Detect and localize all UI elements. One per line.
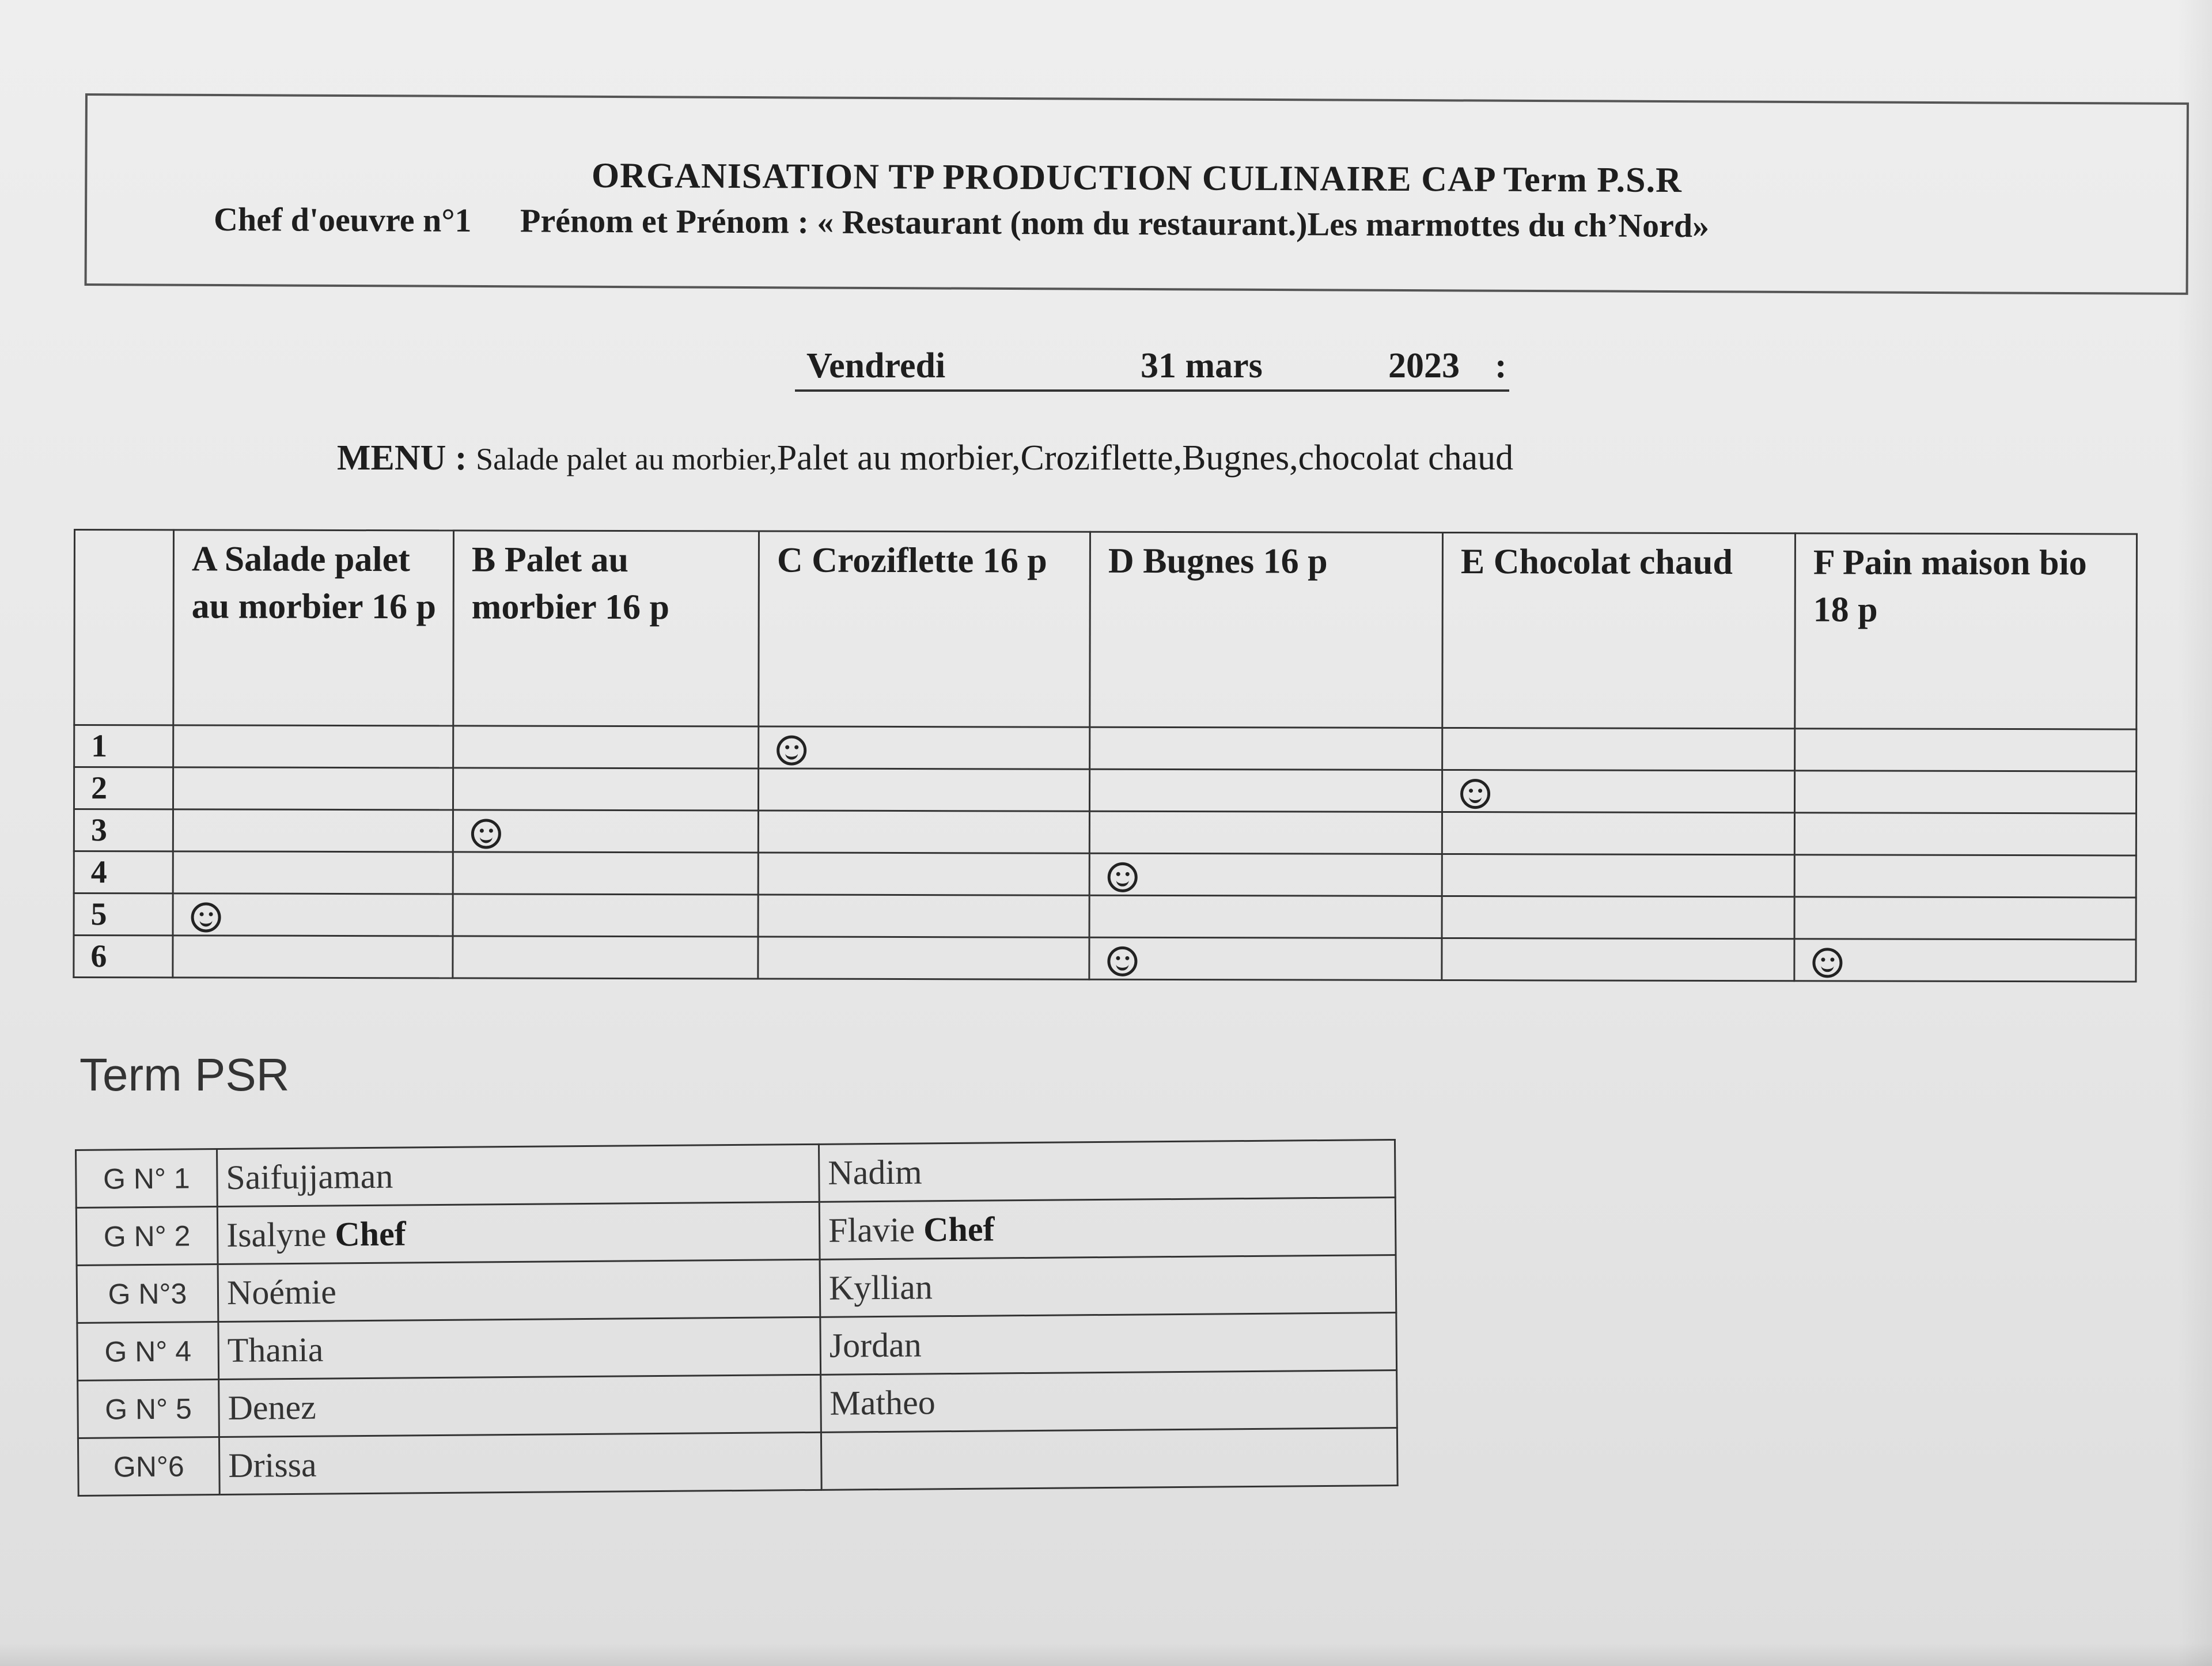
student-name-cell bbox=[218, 1317, 821, 1379]
date-colon: : bbox=[1495, 346, 1507, 385]
groups-body bbox=[76, 1140, 1398, 1496]
menu-text: Palet au morbier,Croziflette,Bugnes,chocolat chaud bbox=[777, 438, 1514, 478]
smiley-icon bbox=[1108, 862, 1138, 892]
group-row bbox=[76, 1140, 1396, 1208]
table-row bbox=[74, 936, 2136, 982]
table-body bbox=[74, 725, 2137, 982]
student-name: Isalyne bbox=[226, 1215, 335, 1254]
group-row bbox=[78, 1370, 1397, 1438]
table-row bbox=[74, 767, 2136, 813]
group-row bbox=[78, 1428, 1397, 1495]
column-header: B Palet au morbier 16 p bbox=[453, 531, 759, 726]
student-name: Saifujjaman bbox=[226, 1157, 393, 1197]
student-name: Thania bbox=[227, 1330, 324, 1369]
group-number: GN°6 bbox=[78, 1437, 219, 1496]
table-cell bbox=[453, 810, 758, 853]
production-table bbox=[73, 529, 2138, 983]
student-name-cell bbox=[219, 1375, 821, 1437]
group-row bbox=[77, 1312, 1397, 1380]
table-cell bbox=[1442, 938, 1794, 980]
table-cell bbox=[453, 726, 759, 768]
table-cell bbox=[173, 767, 453, 810]
table-cell bbox=[758, 895, 1089, 937]
student-name: Drissa bbox=[228, 1445, 317, 1485]
column-header: E Chocolat chaud bbox=[1442, 532, 1796, 728]
table-cell bbox=[1794, 771, 2136, 813]
table-cell bbox=[173, 725, 453, 768]
groups-title: Term PSR bbox=[79, 1049, 290, 1100]
table-cell bbox=[758, 811, 1089, 853]
student-name-cell bbox=[217, 1202, 820, 1264]
table-cell bbox=[453, 936, 758, 979]
table-cell bbox=[453, 894, 758, 937]
student-name: Nadim bbox=[828, 1153, 922, 1192]
table-cell bbox=[758, 937, 1089, 979]
paper-bottom-edge bbox=[0, 1643, 2212, 1666]
group-row bbox=[77, 1255, 1396, 1323]
row-number: 2 bbox=[74, 767, 173, 809]
menu-line bbox=[337, 438, 1513, 479]
student-name-cell bbox=[820, 1312, 1397, 1375]
row-number: 1 bbox=[74, 725, 173, 767]
group-number: G N° 1 bbox=[76, 1149, 218, 1208]
student-name: Kyllian bbox=[828, 1268, 933, 1307]
table-cell bbox=[1795, 729, 2137, 771]
column-header: A Salade palet au morbier 16 p bbox=[173, 530, 454, 726]
table-cell bbox=[1442, 728, 1795, 770]
student-name-cell bbox=[819, 1197, 1396, 1259]
table-cell bbox=[453, 852, 758, 895]
table-cell bbox=[1089, 811, 1442, 854]
date-line bbox=[795, 340, 1509, 392]
smiley-icon bbox=[471, 819, 501, 849]
header-corner bbox=[74, 530, 174, 725]
table-row bbox=[74, 851, 2136, 898]
table-cell bbox=[759, 726, 1090, 769]
table-cell bbox=[1089, 937, 1442, 980]
table-cell bbox=[1794, 855, 2136, 898]
table-cell bbox=[1442, 896, 1794, 938]
chef-label: Chef bbox=[335, 1214, 407, 1254]
groups-table bbox=[75, 1139, 1399, 1497]
table-cell bbox=[173, 809, 453, 852]
table-cell bbox=[173, 936, 453, 978]
student-name: Jordan bbox=[829, 1326, 922, 1365]
table-cell bbox=[1089, 853, 1442, 896]
subtitle-left: Chef d'oeuvre n°1 bbox=[213, 200, 472, 239]
table-cell bbox=[758, 853, 1089, 895]
table-row bbox=[74, 725, 2137, 771]
table-cell bbox=[1442, 770, 1794, 812]
group-number: G N°3 bbox=[77, 1264, 218, 1323]
student-name: Flavie bbox=[828, 1210, 924, 1250]
header-box bbox=[85, 93, 2189, 295]
date-day: Vendredi bbox=[806, 346, 946, 385]
student-name-cell bbox=[821, 1370, 1397, 1432]
document-title: ORGANISATION TP PRODUCTION CULINAIRE CAP Term P.S.R bbox=[591, 156, 1682, 200]
table-cell bbox=[173, 893, 453, 936]
row-number: 6 bbox=[74, 936, 173, 978]
table-cell bbox=[758, 768, 1089, 811]
table-cell bbox=[1794, 813, 2136, 855]
subtitle-right: Prénom et Prénom : « Restaurant (nom du restaurant.)Les marmottes du ch’Nord» bbox=[520, 202, 1710, 245]
row-number: 4 bbox=[74, 851, 173, 893]
smiley-icon bbox=[191, 903, 221, 933]
group-row bbox=[76, 1197, 1396, 1265]
table-cell bbox=[1442, 854, 1794, 896]
student-name: Noémie bbox=[226, 1273, 337, 1312]
smiley-icon bbox=[777, 736, 806, 766]
column-header: C Croziflette 16 p bbox=[759, 531, 1090, 727]
student-name: Matheo bbox=[830, 1383, 936, 1422]
column-header: D Bugnes 16 p bbox=[1090, 532, 1443, 728]
date-year: 2023 bbox=[1388, 346, 1460, 385]
table-cell bbox=[1794, 939, 2136, 982]
table-row bbox=[74, 893, 2136, 940]
date-date: 31 mars bbox=[1141, 346, 1263, 385]
smiley-icon bbox=[1460, 779, 1490, 809]
chef-label: Chef bbox=[923, 1210, 995, 1249]
table-cell bbox=[1794, 897, 2136, 940]
menu-label: MENU : bbox=[337, 438, 467, 478]
column-header: F Pain maison bio 18 p bbox=[1795, 533, 2137, 729]
student-name-cell bbox=[821, 1428, 1397, 1490]
table-cell bbox=[1089, 769, 1442, 812]
group-number: G N° 4 bbox=[77, 1322, 219, 1381]
student-name: Denez bbox=[228, 1388, 317, 1427]
student-name-cell bbox=[219, 1432, 821, 1494]
table-row bbox=[74, 809, 2136, 855]
table-cell bbox=[1090, 727, 1442, 770]
table-cell bbox=[1442, 812, 1794, 854]
row-number: 3 bbox=[74, 809, 173, 851]
table-cell bbox=[453, 768, 758, 811]
menu-text-small: Salade palet au morbier, bbox=[476, 442, 777, 476]
table-cell bbox=[173, 851, 453, 894]
student-name-cell bbox=[218, 1259, 820, 1322]
group-number: G N° 2 bbox=[76, 1207, 218, 1266]
smiley-icon bbox=[1812, 948, 1842, 978]
document-subtitle bbox=[214, 200, 1749, 245]
student-name-cell bbox=[820, 1255, 1396, 1317]
group-number: G N° 5 bbox=[78, 1380, 219, 1438]
student-name-cell bbox=[217, 1144, 820, 1206]
table-cell bbox=[1089, 895, 1442, 938]
table-header-row bbox=[74, 530, 2137, 729]
smiley-icon bbox=[1107, 946, 1137, 976]
row-number: 5 bbox=[74, 893, 173, 936]
student-name-cell bbox=[819, 1140, 1395, 1202]
